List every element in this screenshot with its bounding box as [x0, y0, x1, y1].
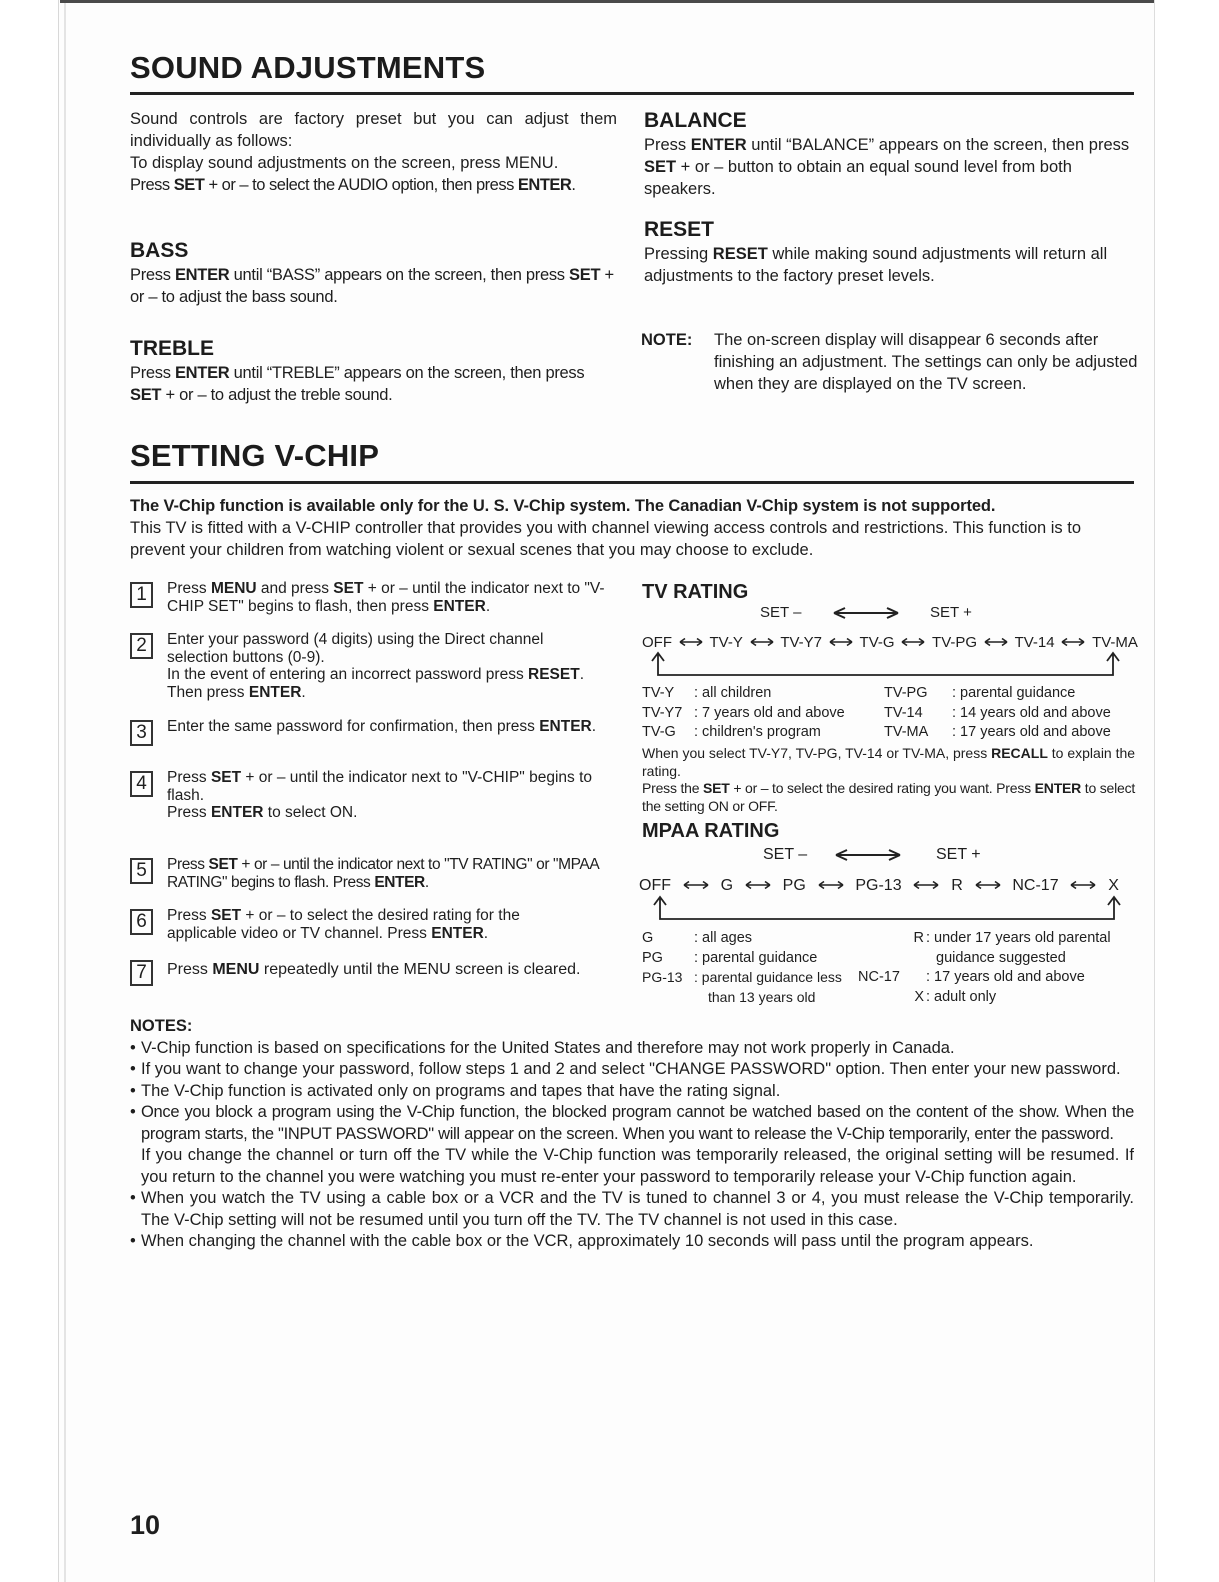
double-arrow-icon	[1070, 877, 1096, 895]
treble-block	[130, 336, 590, 406]
tv-rating-chain	[642, 634, 1138, 651]
page-binding-margin	[0, 0, 59, 1582]
vchip-notes	[130, 1016, 1134, 1253]
tv-legend-row: TV-14 : 14 years old and above	[884, 704, 1111, 721]
step-number: 1	[130, 582, 153, 608]
tv-rating-info-1: When you select TV-Y7, TV-PG, TV-14 or TV-MA, press RECALL to explain the rating.	[642, 745, 1136, 779]
step-number: 2	[130, 633, 153, 659]
mpaa-legend-row: guidance suggested	[936, 949, 1066, 966]
mpaa-chain-item: PG-13	[855, 877, 902, 894]
note-item: • When you watch the TV using a cable box or a VCR and the TV is tuned to channel 3 or 4, you must release the V-Chip temporarily. The V-Chip setting will not be resumed until you turn off the TV. The TV channel is not used in this case.	[130, 1188, 1134, 1231]
sound-note-text: The on-screen display will disappear 6 seconds after finishing an adjustment. The settings can only be adjusted when they are displayed on the TV screen.	[714, 331, 1138, 393]
mpaa-legend-row: than 13 years old	[708, 988, 816, 1005]
tv-rating-set-minus: SET –	[760, 604, 802, 621]
page-top-edge	[60, 0, 1156, 3]
step-4-text: Press SET + or – until the indicator next to "V-CHIP" begins to flash.	[167, 769, 592, 804]
bass-text: Press ENTER until “BASS” appears on the screen, then press SET + or – to adjust the bass sound.	[130, 266, 614, 306]
tv-chain-item: TV-MA	[1092, 634, 1138, 651]
vchip-lead-text: This TV is fitted with a V-CHIP controller that provides you with channel viewing access controls and restrictions. This function is to prevent your children from watching violent or sexual scenes that you may choose to exclude.	[130, 519, 1082, 559]
reset-block	[644, 217, 1134, 287]
page-fold-line	[64, 0, 66, 1582]
treble-text: Press ENTER until “TREBLE” appears on the screen, then press SET + or – to adjust the treble sound.	[130, 364, 585, 404]
mpaa-chain-item: G	[720, 877, 734, 894]
step-number: 4	[130, 771, 153, 797]
bass-heading: BASS	[130, 239, 189, 262]
return-arrow-icon	[652, 895, 1122, 923]
step-1-text: Press MENU and press SET + or – until the indicator next to "V-CHIP SET" begins to flash, then press ENTER.	[167, 580, 605, 615]
tv-rating-heading: TV RATING	[642, 581, 749, 603]
mpaa-legend-row: R : under 17 years old parental	[913, 930, 1111, 946]
section-rule	[130, 92, 1134, 95]
setting-vchip-title: SETTING V-CHIP	[130, 438, 380, 473]
double-arrow-icon	[750, 634, 774, 651]
step-number: 6	[130, 909, 153, 935]
section-rule	[130, 481, 1134, 484]
double-arrow-icon	[901, 634, 925, 651]
tv-chain-item: TV-Y7	[780, 634, 823, 651]
mpaa-legend-row: X : adult only	[914, 988, 997, 1005]
sound-intro	[130, 108, 617, 196]
step-7-text: Press MENU repeatedly until the MENU screen is cleared.	[167, 961, 581, 978]
double-arrow-icon	[984, 634, 1008, 651]
double-arrow-icon	[818, 877, 844, 895]
step-7	[130, 958, 605, 983]
step-2-text-2: In the event of entering an incorrect password press RESET. Then press ENTER.	[167, 666, 585, 701]
tv-legend-row: TV-PG : parental guidance	[884, 685, 1076, 701]
tv-rating-set-plus: SET +	[930, 604, 972, 621]
mpaa-legend-row: PG : parental guidance	[642, 949, 818, 966]
double-arrow-icon	[683, 877, 709, 895]
sound-intro-line2: To display sound adjustments on the screen, press MENU.	[130, 154, 559, 172]
double-arrow-icon	[745, 877, 771, 895]
step-4-text-2: Press ENTER to select ON.	[167, 804, 358, 821]
mpaa-legend-row: NC-17 : 17 years old and above	[858, 969, 1085, 985]
note-item: • Once you block a program using the V-Chip function, the blocked program cannot be watched based on the content of the show. When the program starts, the "INPUT PASSWORD" will appear on the screen. When you want to release the V-Chip temporarily, enter the password. If you change the channel or turn off the TV while the V-Chip function was temporarily released, the original setting will be resumed. If you return to the channel you were watching you must re-enter your password to temporarily release your V-Chip function again.	[130, 1102, 1134, 1188]
reset-text: Pressing RESET while making sound adjustments will return all adjustments to the factory preset levels.	[644, 245, 1108, 285]
notes-list	[130, 1038, 1134, 1253]
double-arrow-icon	[975, 877, 1001, 895]
double-arrow-icon	[679, 634, 703, 651]
step-6	[130, 907, 605, 942]
tv-legend-row: TV-Y7 : 7 years old and above	[642, 704, 845, 721]
mpaa-chain-item: PG	[782, 877, 806, 894]
tv-chain-item: OFF	[642, 634, 672, 651]
tv-rating-info-2: Press the SET + or – to select the desired rating you want. Press ENTER to select the setting ON or OFF.	[642, 780, 1136, 814]
step-3-text: Enter the same password for confirmation, then press ENTER.	[167, 718, 597, 735]
step-3	[130, 718, 605, 743]
mpaa-set-plus: SET +	[936, 846, 981, 863]
step-5	[130, 856, 605, 891]
sound-adjustments-title: SOUND ADJUSTMENTS	[130, 50, 486, 85]
balance-text: Press ENTER until “BALANCE” appears on the screen, then press SET + or – button to obtain an equal sound level from both speakers.	[644, 136, 1130, 198]
notes-heading: NOTES:	[130, 1017, 193, 1035]
step-2-text: Enter your password (4 digits) using the Direct channel selection buttons (0-9).	[167, 631, 544, 666]
tv-legend-left	[642, 684, 845, 743]
double-arrow-icon	[1061, 634, 1085, 651]
mpaa-chain-item: OFF	[639, 877, 671, 894]
tv-chain-item: TV-G	[859, 634, 895, 651]
tv-legend-row: TV-Y : all children	[642, 685, 772, 701]
note-item: • When changing the channel with the cable box or the VCR, approximately 10 seconds will pass until the program appears.	[130, 1231, 1134, 1253]
sound-intro-line1: Sound controls are factory preset but you can adjust them individually as follows:	[130, 110, 617, 150]
mpaa-legend-left	[642, 929, 842, 1007]
step-number: 7	[130, 960, 153, 986]
treble-heading: TREBLE	[130, 337, 214, 360]
mpaa-chain-item: R	[951, 877, 963, 894]
note-continuation: If you change the channel or turn off the TV while the V-Chip function was temporarily released, the original setting will be resumed. If you return to the channel you were watching you must re-enter your password to temporarily release your V-Chip function again.	[141, 1146, 1134, 1186]
step-6-text: Press SET + or – to select the desired rating for the applicable video or TV channel. Press ENTER.	[167, 907, 520, 942]
mpaa-legend-right	[858, 929, 1111, 1007]
balance-block	[644, 108, 1134, 200]
note-item: • If you want to change your password, follow steps 1 and 2 and select "CHANGE PASSWORD" option. Then enter your new password.	[130, 1059, 1134, 1081]
tv-rating-info	[642, 745, 1136, 815]
double-arrow-icon	[834, 848, 902, 862]
bass-block	[130, 238, 617, 308]
mpaa-chain-item: NC-17	[1012, 877, 1059, 894]
mpaa-rating-heading: MPAA RATING	[642, 820, 780, 842]
mpaa-legend-row: G : all ages	[642, 930, 753, 946]
step-1	[130, 580, 605, 615]
step-5-text: Press SET + or – until the indicator next to "TV RATING" or "MPAA RATING" begins to flash. Press ENTER.	[167, 856, 599, 891]
tv-legend-row: TV-G : children's program	[642, 724, 821, 740]
tv-chain-item: TV-Y	[709, 634, 743, 651]
vchip-lead	[130, 495, 1134, 561]
mpaa-legend-row: PG-13 : parental guidance less	[642, 969, 842, 985]
balance-heading: BALANCE	[644, 109, 747, 132]
note-item: • The V-Chip function is activated only on programs and tapes that have the rating signal.	[130, 1081, 1134, 1103]
step-number: 3	[130, 720, 153, 746]
step-2	[130, 631, 605, 701]
vchip-lead-bold: The V-Chip function is available only for the U. S. V-Chip system. The Canadian V-Chip system is not supported.	[130, 497, 996, 515]
tv-legend-row: TV-MA : 17 years old and above	[884, 724, 1111, 740]
sound-note-label: NOTE:	[641, 331, 693, 349]
double-arrow-icon	[829, 634, 853, 651]
reset-heading: RESET	[644, 218, 715, 241]
tv-chain-item: TV-14	[1014, 634, 1055, 651]
page-number: 10	[130, 1510, 161, 1540]
sound-note	[641, 329, 1138, 395]
mpaa-set-minus: SET –	[763, 846, 808, 863]
double-arrow-icon	[913, 877, 939, 895]
double-arrow-icon	[832, 606, 900, 620]
mpaa-rating-chain	[639, 877, 1119, 895]
page-right-margin	[1154, 0, 1219, 1582]
mpaa-chain-item: X	[1108, 877, 1119, 894]
sound-intro-line3: Press SET + or – to select the AUDIO option, then press ENTER.	[130, 176, 576, 194]
step-number: 5	[130, 858, 153, 884]
step-4	[130, 769, 605, 822]
tv-chain-item: TV-PG	[932, 634, 978, 651]
note-item: • V-Chip function is based on specifications for the United States and therefore may not work properly in Canada.	[130, 1038, 1134, 1060]
tv-legend-right	[884, 684, 1111, 743]
return-arrow-icon	[650, 651, 1120, 679]
